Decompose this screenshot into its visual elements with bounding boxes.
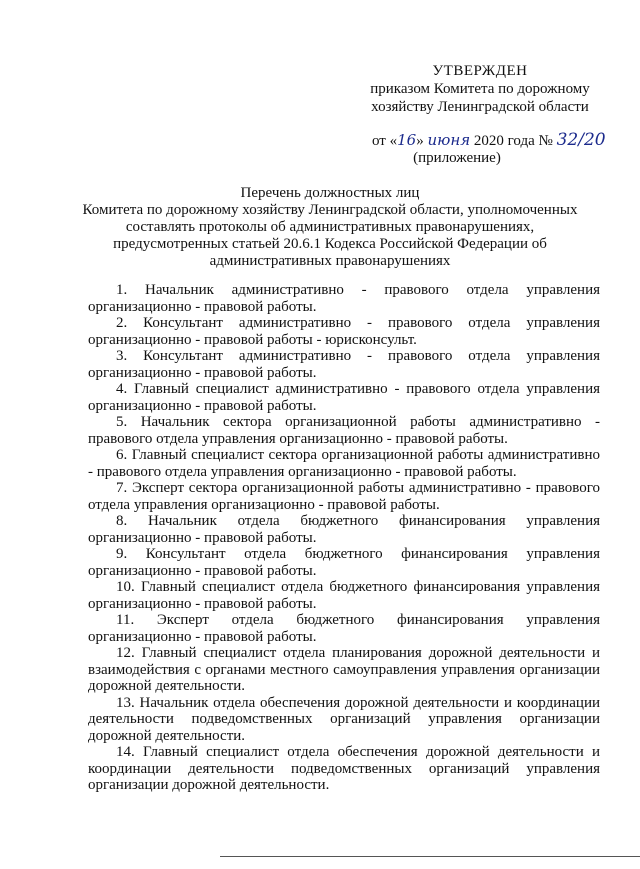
appendix-label: (приложение) — [413, 150, 501, 166]
list-item: 6. Главный специалист сектора организационной работы административно - правового отдела управления организационно - правовой работы. — [88, 447, 600, 480]
document-title — [70, 185, 590, 270]
approval-block — [360, 62, 600, 116]
quote-close: » — [416, 133, 424, 149]
list-item: 7. Эксперт сектора организационной работы административно - правового отдела управления организационно - правовой работы. — [88, 480, 600, 513]
approval-title: УТВЕРЖДЕН — [432, 63, 528, 79]
title-line-2: Комитета по дорожному хозяйству Ленинградской области, уполномоченных — [82, 202, 578, 218]
title-line-4: предусмотренных статьей 20.6.1 Кодекса Российской Федерации об — [113, 236, 547, 252]
list-item: 11. Эксперт отдела бюджетного финансирования управления организационно - правовой работы. — [88, 612, 600, 645]
list-item: 2. Консультант административно - правового отдела управления организационно - правовой работы - юрисконсульт. — [88, 315, 600, 348]
approval-line-2: хозяйству Ленинградской области — [371, 99, 589, 115]
list-item: 13. Начальник отдела обеспечения дорожной деятельности и координации деятельности подведомственных организаций управления организации дорожной деятельности. — [88, 694, 600, 744]
list-item: 14. Главный специалист отдела обеспечения дорожной деятельности и координации деятельности подведомственных организаций управления организации дорожной деятельности. — [88, 744, 600, 793]
title-line-3: составлять протоколы об административных правонарушениях, — [125, 219, 535, 235]
approval-date-line — [372, 131, 606, 150]
list-item: 10. Главный специалист отдела бюджетного финансирования управления организационно - правовой работы. — [88, 579, 600, 612]
approval-line-1: приказом Комитета по дорожному — [370, 81, 590, 97]
handwritten-day: 16 — [397, 131, 417, 149]
list-item: 12. Главный специалист отдела планирования дорожной деятельности и взаимодействия с органами местного самоуправления управления организации дорожной деятельности. — [88, 645, 600, 694]
page-bottom-rule — [220, 856, 640, 857]
list-item: 8. Начальник отдела бюджетного финансирования управления организационно - правовой работы. — [88, 513, 600, 546]
title-line-1: Перечень должностных лиц — [240, 185, 420, 201]
positions-list — [88, 282, 600, 794]
list-item: 3. Консультант административно - правового отдела управления организационно - правовой работы. — [88, 348, 600, 381]
date-prefix: от « — [372, 133, 398, 149]
title-line-5: административных правонарушениях — [209, 253, 451, 269]
list-item: 4. Главный специалист административно - правового отдела управления организационно - правовой работы. — [88, 381, 600, 414]
year-text: 2020 года — [473, 133, 535, 149]
handwritten-order-number: 32/20 — [556, 130, 606, 150]
list-item: 1. Начальник административно - правового отдела управления организационно - правовой работы. — [88, 282, 600, 315]
list-item: 9. Консультант отдела бюджетного финансирования управления организационно - правовой работы. — [88, 546, 600, 579]
list-item: 5. Начальник сектора организационной работы административно - правового отдела управления организационно - правовой работы. — [88, 414, 600, 447]
number-prefix: № — [538, 133, 553, 149]
handwritten-month: июня — [427, 131, 471, 149]
